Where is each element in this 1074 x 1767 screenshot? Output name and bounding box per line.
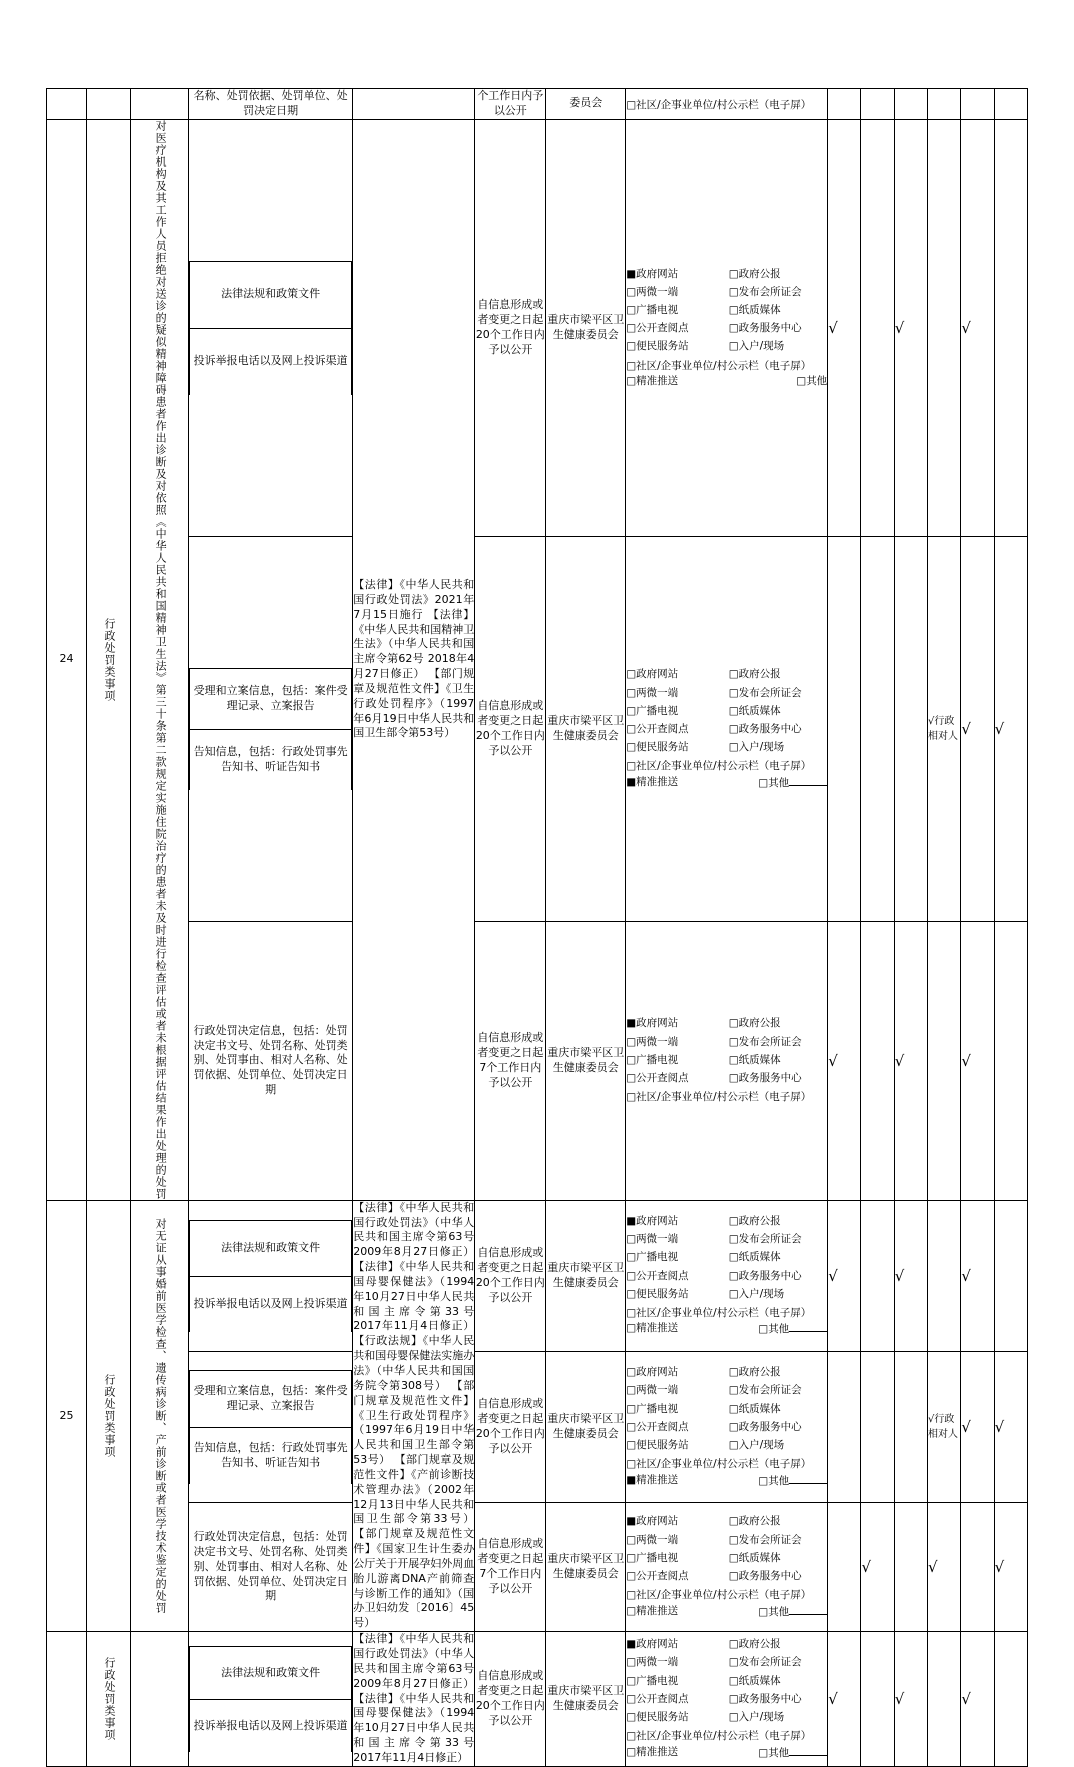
check-cell [828,119,861,536]
time-label: 自信息形成或者变更之日起20个工作日内予以公开 [475,1246,545,1304]
check-cell [994,1351,1027,1502]
org-cell [546,1632,626,1767]
org-label: 重庆市梁平区卫生健康委员会 [547,1684,625,1712]
channel-gov-gazette: □政府公报 [728,1017,781,1030]
check-cell [894,1351,927,1502]
channel-convenience-station: □便民服务站 [626,1711,689,1724]
time-cell [475,1632,546,1767]
check-mark: √ [894,318,905,337]
table-row [47,1200,1028,1351]
channel-other: □其他 [758,1321,827,1337]
check-mark: √ [861,1557,872,1576]
check-mark: √ [961,1417,971,1436]
channel-convenience-station: □便民服务站 [626,1287,689,1300]
channel-gov-site: □政府网站 [626,668,679,681]
org-label: 委员会 [569,96,603,110]
check-cell [961,119,994,536]
channel-other: □其他 [758,1473,827,1489]
row-index-label: 25 [59,1408,74,1422]
channel-two-micro: □两微一端 [626,1035,679,1048]
basis-cell [353,1632,475,1767]
check-cell [861,1632,894,1767]
channel-press-conference: □发布会所证会 [728,686,802,699]
org-label: 重庆市梁平区卫生健康委员会 [547,1260,625,1289]
channel-convenience-station: □便民服务站 [626,1439,689,1452]
channel-convenience-station: □便民服务站 [626,741,689,754]
channel-two-micro: □两微一端 [626,1233,679,1246]
org-cell [546,1503,626,1632]
row-type-label: 行政处罚类事项 [103,617,117,702]
channel-paper-media: □纸质媒体 [728,1551,781,1564]
check-cell [994,119,1027,536]
check-cell [894,89,927,120]
item-label: 受理和立案信息，包括：案件受理记录、立案报告 [190,669,352,730]
check-mark: √ [961,1051,971,1070]
table-row [47,922,1028,1201]
check-cell [894,1200,927,1351]
check-cell [928,1200,961,1351]
check-cell [928,1632,961,1767]
table-row [47,119,1028,536]
check-cell [994,537,1027,922]
channel-community-board: □社区/企事业单位/村公示栏（电子屏） [626,1589,812,1602]
check-cell [828,1503,861,1632]
channel-gov-gazette: □政府公报 [728,1366,781,1379]
check-cell [894,537,927,922]
check-mark: √ [828,1266,838,1285]
org-label: 重庆市梁平区卫生健康委员会 [547,1046,625,1074]
channel-cell [626,1632,828,1767]
check-cell [828,1632,861,1767]
time-label: 自信息形成或者变更之日起20个工作日内予以公开 [475,699,545,757]
channel-press-conference: □发布会所证会 [728,1656,802,1669]
check-cell [828,922,861,1201]
check-cell [928,119,961,536]
time-cell [475,89,546,120]
item-label: 告知信息，包括：行政处罚事先告知书、听证告知书 [190,730,352,791]
basis-label: 【法律】《中华人民共和国行政处罚法》（中华人民共和国主席令第63号 2009年8月27日修正） 【法律】《中华人民共和国母婴保健法》（1994年10月27日中华人民共和国主席令第33号 2017年11月4日修正） 【行政法规】《中华人民共和国母婴保健法实施办法》（中华人民共和国国务院令第308号） 【部门规章及规范性文件】《卫生行政处罚程序》（1997年6月19日中华人民共和国卫生部令第53号） 【部门规章及规范性文件】《产前诊断技术管理办法》（2002年12月13日中华人民共和国卫生部令第33号） 【部门规章及规范性文件】《国家卫生计生委办公厅关于开展孕妇外周血胎儿游离DNA产前筛查与诊断工作的通知》（国办卫妇幼发〔2016〕45号） [353,1200,475,1630]
channel-service-center: □政务服务中心 [728,1420,802,1433]
channel-two-micro: □两微一端 [626,686,679,699]
table-row [47,537,1028,922]
channel-service-center: □政务服务中心 [728,722,802,735]
item-label: 法律法规和政策文件 [190,261,352,328]
channel-service-center: □政务服务中心 [728,1269,802,1282]
channel-radio-tv: □广播电视 [626,1402,679,1415]
item-label: 告知信息，包括：行政处罚事先告知书、听证告知书 [190,1427,352,1484]
check-cell [861,1351,894,1502]
row-type-cell [86,1632,130,1767]
time-label: 自信息形成或者变更之日起20个工作日内予以公开 [475,1397,545,1455]
check-cell [894,922,927,1201]
channel-radio-tv: □广播电视 [626,1053,679,1066]
basis-label: 【法律】《中华人民共和国行政处罚法》2021年7月15日施行 【法律】《中华人民共和国精神卫生法》（中华人民共和国主席令第62号 2018年4月27日修正） 【部门规章及规范性文件】《卫生行政处罚程序》（1997年6月19日中华人民共和国卫生部令第53号） [353,578,475,740]
check-cell [961,537,994,922]
basis-label: 【法律】《中华人民共和国行政处罚法》（中华人民共和国主席令第63号 2009年8月27日修正） 【法律】《中华人民共和国母婴保健法》（1994年10月27日中华人民共和国主席令第33号 2017年11月4日修正） [353,1632,475,1764]
item-cell [189,1632,353,1767]
check-mark: √ [928,1557,938,1576]
channel-gov-site: ■政府网站 [626,1515,679,1528]
channel-service-center: □政务服务中心 [728,1692,802,1705]
channel-paper-media: □纸质媒体 [728,1402,781,1415]
time-cell [475,1351,546,1502]
channel-public-reading: □公开查阅点 [626,1692,689,1705]
time-label: 自信息形成或者变更之日起7个工作日内予以公开 [477,1537,544,1595]
channel-cell [626,922,828,1201]
row-index-label: 24 [59,652,74,666]
channel-service-center: □政务服务中心 [728,1072,802,1084]
row-matter-cell [131,89,189,120]
channel-radio-tv: □广播电视 [626,1674,679,1687]
table-row [47,1632,1028,1767]
org-label: 重庆市梁平区卫生健康委员会 [547,313,625,341]
org-label: 重庆市梁平区卫生健康委员会 [547,714,625,743]
channel-press-conference: □发布会所证会 [728,1384,802,1397]
check-mark: √ [961,719,971,738]
channel-gov-gazette: □政府公报 [728,1638,781,1651]
org-label: 重庆市梁平区卫生健康委员会 [547,1552,625,1581]
check-cell [961,922,994,1201]
time-cell [475,119,546,536]
check-mark: √行政相对人 [928,716,959,743]
check-cell [828,1200,861,1351]
check-cell [928,922,961,1201]
channel-community-board: □社区/企事业单位/村公示栏（电子屏） [626,760,812,773]
time-label: 自信息形成或者变更之日起7个工作日内予以公开 [477,1031,544,1089]
channel-cell [626,1351,828,1502]
channel-radio-tv: □广播电视 [626,1251,679,1264]
check-mark: √ [994,719,1005,738]
row-matter-label: 对医疗机构及其工作人员拒绝对送诊的疑似精神障碍患者作出诊断及对依照《中华人民共和国精神卫生法》第三十条第二款规定实施住院治疗的患者未及时进行检查评估或者未根据评估结果作出处理的处罚 [154,119,168,1200]
channel-other: □其他 [758,1604,827,1620]
item-cell [189,89,353,120]
channel-public-reading: □公开查阅点 [626,1420,689,1433]
check-cell [994,1200,1027,1351]
item-label: 投诉举报电话以及网上投诉渠道 [190,1699,352,1752]
channel-gov-site: □政府网站 [626,1366,679,1379]
org-cell [546,1351,626,1502]
channel-cell [626,1200,828,1351]
check-cell [994,89,1027,120]
channel-other: □其他 [758,1745,827,1761]
row-type-label: 行政处罚类事项 [103,1656,117,1741]
check-cell [861,1503,894,1632]
channel-precise-push: □精准推送 [626,1322,679,1335]
channel-paper-media: □纸质媒体 [728,704,781,717]
check-cell [861,537,894,922]
item-cell [189,537,353,922]
channel-community-board: □社区/企事业单位/村公示栏（电子屏） [626,1458,812,1471]
row-matter-cell [131,1200,189,1631]
check-cell [894,119,927,536]
table-row [47,89,1028,120]
item-label: 法律法规和政策文件 [190,1220,352,1276]
disclosure-catalog-table [46,88,1028,1767]
basis-cell [353,119,475,1200]
org-cell [546,119,626,536]
check-cell [928,537,961,922]
check-cell [994,1632,1027,1767]
channel-gov-gazette: □政府公报 [728,1215,781,1228]
channel-door-to-door: □入户/现场 [728,741,785,754]
check-cell [861,1200,894,1351]
table-row [47,1351,1028,1502]
channel-gov-gazette: □政府公报 [728,1515,781,1528]
check-mark: √ [961,1689,971,1708]
check-mark: √ [828,1689,838,1708]
channel-community-board: □社区/企事业单位/村公示栏（电子屏） [626,1307,812,1320]
channel-convenience-station: □便民服务站 [626,340,689,353]
check-cell [894,1632,927,1767]
row-index-cell [47,89,87,120]
check-cell [828,1351,861,1502]
item-cell [189,1200,353,1351]
row-index-cell [47,119,87,1200]
channel-paper-media: □纸质媒体 [728,1251,781,1264]
item-cell [189,1503,353,1632]
table-row [47,1503,1028,1632]
check-cell [994,922,1027,1201]
check-mark: √ [894,1051,905,1070]
channel-gov-site: ■政府网站 [626,1017,679,1030]
time-cell [475,1200,546,1351]
item-label: 行政处罚决定信息，包括：处罚决定书文号、处罚名称、处罚类别、处罚事由、相对人名称、处罚依据、处罚单位、处罚决定日期 [193,1530,348,1603]
channel-precise-push: ■精准推送 [626,1473,679,1486]
channel-community-board: □社区/企事业单位/村公示栏（电子屏） [626,359,812,372]
check-cell [861,922,894,1201]
channel-service-center: □政务服务中心 [728,1570,802,1583]
row-type-label: 行政处罚类事项 [103,1373,117,1458]
channel-service-center: □政务服务中心 [728,322,802,335]
channel-gov-site: ■政府网站 [626,1638,679,1651]
channel-community-board: □社区/企事业单位/村公示栏（电子屏） [626,99,812,112]
channel-door-to-door: □入户/现场 [728,1439,785,1452]
channel-gov-gazette: □政府公报 [728,267,781,280]
check-cell [861,89,894,120]
channel-public-reading: □公开查阅点 [626,722,689,735]
org-cell [546,537,626,922]
time-cell [475,1503,546,1632]
time-label: 自信息形成或者变更之日起20个工作日内予以公开 [475,1669,545,1727]
channel-two-micro: □两微一端 [626,1533,679,1546]
item-cell [189,922,353,1201]
channel-public-reading: □公开查阅点 [626,1269,689,1282]
row-index-cell [47,1200,87,1631]
check-cell [994,1503,1027,1632]
item-label: 投诉举报电话以及网上投诉渠道 [190,328,352,395]
row-matter-cell [131,119,189,1200]
channel-press-conference: □发布会所证会 [728,1533,802,1546]
row-type-cell [86,119,130,1200]
channel-radio-tv: □广播电视 [626,1551,679,1564]
check-cell [928,1351,961,1502]
check-cell [961,1200,994,1351]
check-cell [961,1503,994,1632]
check-cell [961,1632,994,1767]
check-mark: √ [894,1266,905,1285]
item-cell [189,119,353,536]
row-matter-label: 对无证从事婚前医学检查、遗传病诊断、产前诊断或者医学技术鉴定的处罚 [154,1217,168,1614]
check-cell [828,89,861,120]
check-mark: √ [994,1417,1005,1436]
channel-gov-site: ■政府网站 [626,267,679,280]
org-cell [546,1200,626,1351]
item-label: 投诉举报电话以及网上投诉渠道 [190,1276,352,1332]
channel-press-conference: □发布会所证会 [728,1035,802,1048]
org-label: 重庆市梁平区卫生健康委员会 [547,1412,625,1440]
check-cell [894,1503,927,1632]
org-cell [546,89,626,120]
channel-precise-push: □精准推送 [626,1745,679,1758]
channel-press-conference: □发布会所证会 [728,285,802,298]
item-label: 法律法规和政策文件 [190,1646,352,1699]
channel-precise-push: ■精准推送 [626,775,679,788]
time-label: 个工作日内予以公开 [477,89,544,117]
channel-gov-gazette: □政府公报 [728,668,781,681]
channel-door-to-door: □入户/现场 [728,1711,785,1724]
check-cell [961,89,994,120]
channel-cell [626,1503,828,1632]
check-mark: √ [828,318,838,337]
channel-press-conference: □发布会所证会 [728,1233,802,1246]
check-mark: √行政相对人 [928,1414,959,1440]
channel-two-micro: □两微一端 [626,285,679,298]
item-label: 行政处罚决定信息，包括：处罚决定书文号、处罚名称、处罚类别、处罚事由、相对人名称、处罚依据、处罚单位、处罚决定日期 [193,1023,348,1097]
channel-public-reading: □公开查阅点 [626,1570,689,1583]
channel-paper-media: □纸质媒体 [728,304,781,317]
check-cell [928,1503,961,1632]
time-label: 自信息形成或者变更之日起20个工作日内予以公开 [475,298,545,356]
check-cell [928,89,961,120]
row-type-cell [86,1200,130,1631]
channel-gov-site: ■政府网站 [626,1215,679,1228]
check-cell [828,537,861,922]
channel-radio-tv: □广播电视 [626,304,679,317]
row-index-cell [47,1632,87,1767]
time-cell [475,922,546,1201]
channel-door-to-door: □入户/现场 [728,1287,785,1300]
channel-other: □其他 [758,775,827,791]
channel-cell [626,537,828,922]
item-label: 受理和立案信息，包括：案件受理记录、立案报告 [190,1370,352,1427]
check-cell [961,1351,994,1502]
row-type-cell [86,89,130,120]
time-cell [475,537,546,922]
channel-precise-push: □精准推送 [626,1604,679,1617]
channel-community-board: □社区/企事业单位/村公示栏（电子屏） [626,1730,812,1743]
channel-community-board: □社区/企事业单位/村公示栏（电子屏） [626,1091,812,1104]
channel-two-micro: □两微一端 [626,1656,679,1669]
check-mark: √ [961,1266,971,1285]
basis-cell [353,1200,475,1631]
check-mark: √ [961,318,971,337]
item-label: 名称、处罚依据、处罚单位、处罚决定日期 [193,89,348,117]
channel-other: □其他 [796,374,828,387]
basis-cell [353,89,475,120]
channel-cell [626,119,828,536]
channel-radio-tv: □广播电视 [626,704,679,717]
org-cell [546,922,626,1201]
channel-door-to-door: □入户/现场 [728,340,785,353]
check-mark: √ [994,1557,1005,1576]
check-mark: √ [828,1051,838,1070]
channel-two-micro: □两微一端 [626,1384,679,1397]
channel-cell [626,89,828,120]
row-matter-cell [131,1632,189,1767]
channel-paper-media: □纸质媒体 [728,1674,781,1687]
check-cell [861,119,894,536]
check-mark: √ [894,1689,905,1708]
item-cell [189,1351,353,1502]
channel-public-reading: □公开查阅点 [626,1072,689,1084]
channel-precise-push: □精准推送 [626,374,679,387]
channel-public-reading: □公开查阅点 [626,322,689,335]
channel-paper-media: □纸质媒体 [728,1053,781,1066]
